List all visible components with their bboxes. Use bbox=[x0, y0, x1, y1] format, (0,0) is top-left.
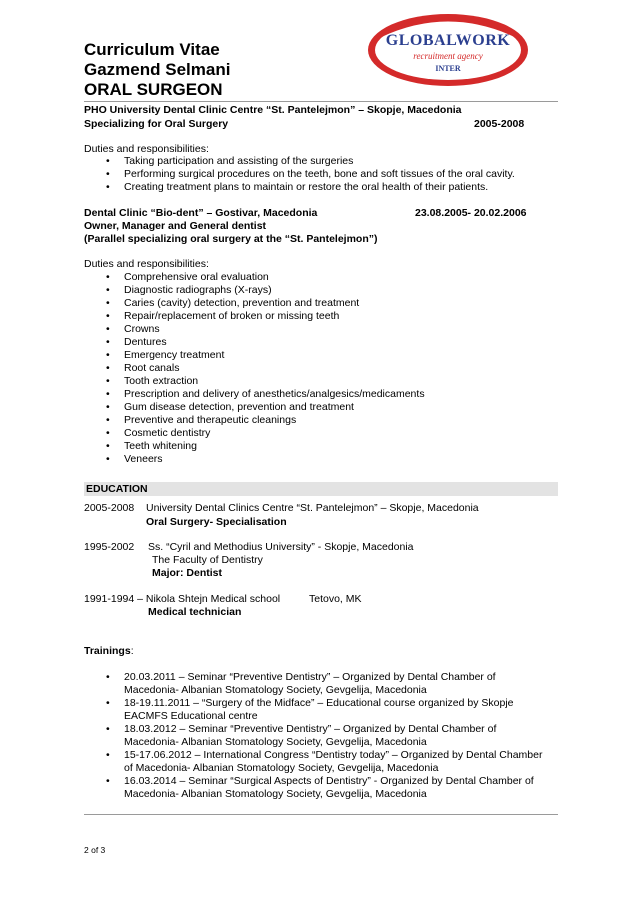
bullet-glyph: • bbox=[106, 723, 110, 735]
job2-note: (Parallel specializing oral surgery at the “St. Pantelejmon”) bbox=[84, 233, 378, 245]
training-item-5 bbox=[124, 775, 564, 801]
training-line: 15-17.06.2012 – International Congress “Dentistry today” – Organized by Dental Chamber bbox=[124, 749, 543, 761]
cv-title: Curriculum Vitae bbox=[84, 40, 220, 59]
edu3-line: 1991-1994 – Nikola Shtejn Medical school bbox=[84, 593, 281, 605]
training-line: Macedonia- Albanian Stomatology Society, Gevgelija, Macedonia bbox=[124, 736, 427, 748]
list-item: • Dentures bbox=[106, 336, 425, 349]
list-item: • Teeth whitening bbox=[106, 440, 425, 453]
list-item: • Creating treatment plans to maintain or restore the oral health of their patients. bbox=[106, 181, 515, 194]
edu3-major: Medical technician bbox=[148, 606, 242, 618]
list-item: • Veneers bbox=[106, 453, 425, 466]
list-item: • Tooth extraction bbox=[106, 375, 425, 388]
list-item: • Gum disease detection, prevention and treatment bbox=[106, 401, 425, 414]
edu2-years: 1995-2002 bbox=[84, 541, 135, 553]
job2-employer: Dental Clinic “Bio-dent” – Gostivar, Macedonia bbox=[84, 207, 318, 219]
edu2-place: Ss. “Cyril and Methodius University” - Skopje, Macedonia bbox=[148, 541, 414, 553]
logo-tagline: recruitment agency bbox=[413, 51, 483, 61]
list-item: • Root canals bbox=[106, 362, 425, 375]
footer-divider bbox=[84, 814, 558, 815]
list-item: • Repair/replacement of broken or missing teeth bbox=[106, 310, 425, 323]
bullet-glyph: • bbox=[106, 697, 110, 709]
page-number: 2 of 3 bbox=[84, 845, 106, 855]
list-item: • Crowns bbox=[106, 323, 425, 336]
bullet-glyph: • bbox=[106, 749, 110, 761]
trainings-heading bbox=[84, 645, 134, 658]
training-item-2 bbox=[124, 697, 564, 723]
job1-role: Specializing for Oral Surgery bbox=[84, 118, 229, 130]
edu1-place: University Dental Clinics Centre “St. Pantelejmon” – Skopje, Macedonia bbox=[146, 502, 479, 514]
training-line: Macedonia- Albanian Stomatology Society, Gevgelija, Macedonia bbox=[124, 788, 427, 800]
edu1-major: Oral Surgery- Specialisation bbox=[146, 516, 287, 528]
education-heading-bar bbox=[84, 482, 558, 496]
bullet-glyph: • bbox=[106, 671, 110, 683]
trainings-colon: : bbox=[130, 645, 134, 657]
globalwork-logo bbox=[366, 12, 530, 88]
list-item: • Diagnostic radiographs (X-rays) bbox=[106, 284, 425, 297]
training-line: EACMFS Educational centre bbox=[124, 710, 258, 722]
edu2-major: Major: Dentist bbox=[152, 567, 223, 579]
training-line: 16.03.2014 – Seminar “Surgical Aspects of Dentistry” - Organized by Dental Chamber of bbox=[124, 775, 534, 787]
job2-duties-list bbox=[106, 271, 425, 466]
training-item-1 bbox=[124, 671, 564, 697]
job2-role: Owner, Manager and General dentist bbox=[84, 220, 267, 232]
job1-period: 2005-2008 bbox=[474, 118, 525, 130]
training-line: 18-19.11.2011 – “Surgery of the Midface” – Educational course organized by Skopje bbox=[124, 697, 514, 709]
edu2-faculty: The Faculty of Dentistry bbox=[152, 554, 263, 566]
edu1-years: 2005-2008 bbox=[84, 502, 135, 514]
list-item: • Comprehensive oral evaluation bbox=[106, 271, 425, 284]
header-divider bbox=[84, 101, 558, 102]
list-item: • Preventive and therapeutic cleanings bbox=[106, 414, 425, 427]
job1-employer: PHO University Dental Clinic Centre “St. Pantelejmon” – Skopje, Macedonia bbox=[84, 104, 462, 116]
training-line: 18.03.2012 – Seminar “Preventive Dentistry” – Organized by Dental Chamber of bbox=[124, 723, 497, 735]
training-item-4 bbox=[124, 749, 564, 775]
education-heading: EDUCATION bbox=[86, 483, 148, 495]
globalwork-logo-graphic bbox=[366, 12, 530, 88]
job1-duties-list bbox=[106, 155, 515, 194]
list-item: • Emergency treatment bbox=[106, 349, 425, 362]
training-line: of Macedonia- Albanian Stomatology Society, Gevgelija, Macedonia bbox=[124, 762, 439, 774]
list-item: • Prescription and delivery of anesthetics/analgesics/medicaments bbox=[106, 388, 425, 401]
candidate-name: Gazmend Selmani bbox=[84, 60, 231, 79]
candidate-profession: ORAL SURGEON bbox=[84, 80, 223, 99]
trainings-label: Trainings bbox=[84, 645, 131, 657]
list-item: • Cosmetic dentistry bbox=[106, 427, 425, 440]
job2-duties-label: Duties and responsibilities: bbox=[84, 258, 209, 270]
logo-badge: INTER bbox=[435, 64, 461, 73]
job1-duties-label: Duties and responsibilities: bbox=[84, 143, 209, 155]
bullet-glyph: • bbox=[106, 775, 110, 787]
list-item: • Taking participation and assisting of the surgeries bbox=[106, 155, 515, 168]
list-item: • Caries (cavity) detection, prevention and treatment bbox=[106, 297, 425, 310]
job2-period: 23.08.2005- 20.02.2006 bbox=[415, 207, 527, 219]
edu3-city: Tetovo, MK bbox=[309, 593, 362, 605]
training-line: 20.03.2011 – Seminar “Preventive Dentistry” – Organized by Dental Chamber of bbox=[124, 671, 496, 683]
logo-name: GLOBALWORK bbox=[385, 32, 511, 49]
training-item-3 bbox=[124, 723, 564, 749]
list-item: • Performing surgical procedures on the teeth, bone and soft tissues of the oral cavity. bbox=[106, 168, 515, 181]
training-line: Macedonia- Albanian Stomatology Society, Gevgelija, Macedonia bbox=[124, 684, 427, 696]
